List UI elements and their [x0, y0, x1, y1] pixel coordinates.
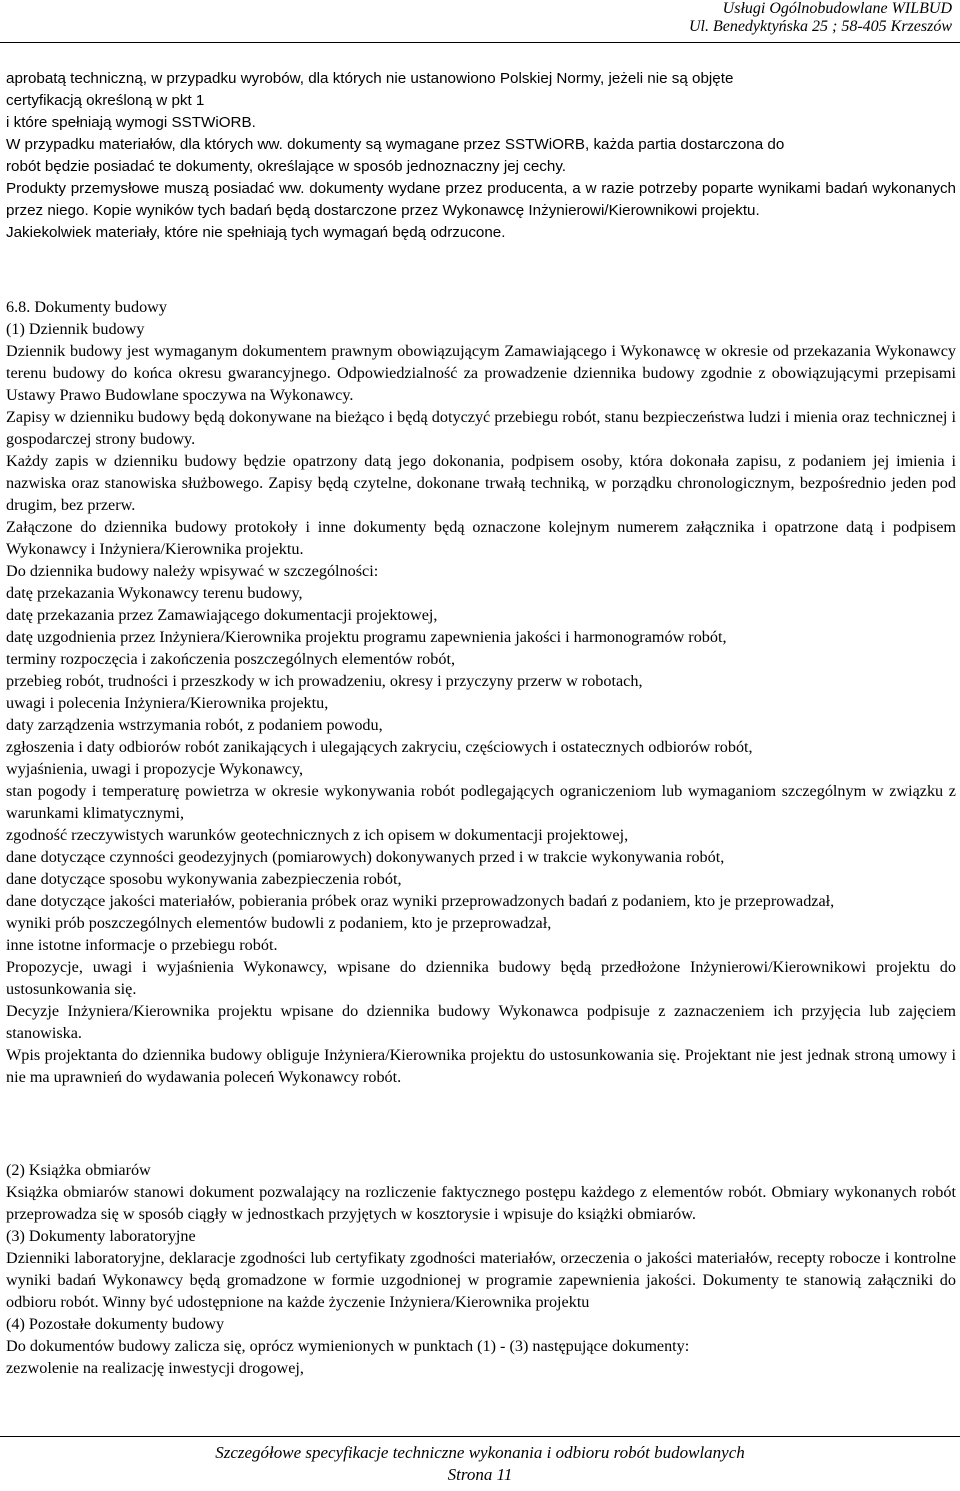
list-intro: Do dziennika budowy należy wpisywać w szczególności:	[6, 562, 379, 580]
paragraph: Wpis projektanta do dziennika budowy obliguje Inżyniera/Kierownika projektu do ustosunkowania się. Projektant nie jest jednak stroną umowy i nie ma uprawnień do wydawania poleceń Wykonawcy robót.	[6, 1046, 956, 1086]
paragraph: Propozycje, uwagi i wyjaśnienia Wykonawcy, wpisane do dziennika budowy będą przedłożone Inżynierowi/Kierownikowi projektu do ustosunkowania się.	[6, 958, 956, 998]
list-item: dane dotyczące sposobu wykonywania zabezpieczenia robót,	[6, 870, 402, 888]
list-item: wyniki prób poszczególnych elementów budowli z podaniem, kto je przeprowadzał,	[6, 914, 552, 932]
page-header	[552, 0, 952, 36]
paragraph: Załączone do dziennika budowy protokoły i inne dokumenty będą oznaczone kolejnym numerem załącznika i opatrzone datą i podpisem Wykonawcy i Inżyniera/Kierownika projektu.	[6, 518, 956, 558]
text-line: Do dokumentów budowy zalicza się, oprócz wymienionych w punktach (1) - (3) następujące dokumenty:	[6, 1337, 690, 1355]
paragraph: Zapisy w dzienniku budowy będą dokonywane na bieżąco i będą dotyczyć przebiegu robót, stanu bezpieczeństwa ludzi i mienia oraz technicznej i gospodarczej strony budowy.	[6, 408, 956, 448]
list-item: datę uzgodnienia przez Inżyniera/Kierownika projektu programu zapewnienia jakości i harmonogramów robót,	[6, 628, 727, 646]
list-item: inne istotne informacje o przebiegu robót.	[6, 936, 278, 954]
list-item: stan pogody i temperaturę powietrza w okresie wykonywania robót podlegających ograniczeniom lub wymaganiom szczególnym w związku z warunkami klimatycznymi,	[6, 782, 956, 822]
subsection-heading-pozostale: (4) Pozostałe dokumenty budowy	[6, 1315, 225, 1333]
text-line: certyfikacją określoną w pkt 1	[6, 92, 205, 109]
header-address: Ul. Benedyktyńska 25 ; 58-405 Krzeszów	[688, 18, 952, 35]
text-line: aprobatą techniczną, w przypadku wyrobów, dla których nie ustanowiono Polskiej Normy, jeżeli nie są objęte	[6, 70, 734, 87]
list-item: datę przekazania przez Zamawiającego dokumentacji projektowej,	[6, 606, 438, 624]
list-item: wyjaśnienia, uwagi i propozycje Wykonawcy,	[6, 760, 304, 778]
text-line: i które spełniają wymogi SSTWiORB.	[6, 114, 256, 131]
list-item: przebieg robót, trudności i przeszkody w ich prowadzeniu, okresy i przyczyny przerw w robotach,	[6, 672, 643, 690]
paragraph: Decyzje Inżyniera/Kierownika projektu wpisane do dziennika budowy Wykonawca podpisuje z zaznaczeniem ich przyjęcia lub zajęciem stanowiska.	[6, 1002, 956, 1042]
list-item: zezwolenie na realizację inwestycji drogowej,	[6, 1359, 304, 1377]
section-6-8	[6, 296, 956, 1088]
list-item: zgłoszenia i daty odbiorów robót zanikających i ulegających zakryciu, częściowych i ostatecznych odbiorów robót,	[6, 738, 753, 756]
text-line: robót będzie posiadać te dokumenty, określające w sposób jednoznaczny jej cechy.	[6, 158, 567, 175]
page-footer	[0, 1442, 960, 1486]
text-line: W przypadku materiałów, dla których ww. dokumenty są wymagane przez SSTWiORB, każda partia dostarczona do	[6, 136, 785, 153]
paragraph: Dziennik budowy jest wymaganym dokumentem prawnym obowiązującym Zamawiającego i Wykonawcę w okresie od przekazania Wykonawcy terenu budowy do końca okresu gwarancyjnego. Odpowiedzialność za prowadzenie dziennika budowy zgodnie z obowiązującymi przepisami Ustawy Prawo Budowlane spoczywa na Wykonawcy.	[6, 342, 956, 404]
paragraph: Dzienniki laboratoryjne, deklaracje zgodności lub certyfikaty zgodności materiałów, orzeczenia o jakości materiałów, recepty robocze i kontrolne wyniki badań Wykonawcy będą gromadzone w formie uzgodnionej w programie zapewnienia jakości. Dokumenty te stanowią załączniki do odbioru robót. Winny być udostępnione na każde życzenie Inżyniera/Kierownika projektu	[6, 1249, 956, 1311]
footer-divider	[0, 1436, 960, 1437]
list-item: daty zarządzenia wstrzymania robót, z podaniem powodu,	[6, 716, 383, 734]
paragraph: Książka obmiarów stanowi dokument pozwalający na rozliczenie faktycznego postępu każdego z elementów robót. Obmiary wykonanych robót przeprowadza się w sposób ciągły w jednostkach przyjętych w kosztorysie i wpisuje do książki obmiarów.	[6, 1183, 956, 1223]
section-heading: 6.8. Dokumenty budowy	[6, 298, 167, 316]
list-item: zgodność rzeczywistych warunków geotechnicznych z ich opisem w dokumentacji projektowej,	[6, 826, 629, 844]
rejection-line: Jakiekolwiek materiały, które nie spełniają tych wymagań będą odrzucone.	[6, 224, 506, 241]
list-item: datę przekazania Wykonawcy terenu budowy,	[6, 584, 303, 602]
page-number: Strona 11	[447, 1465, 513, 1484]
list-item: dane dotyczące jakości materiałów, pobierania próbek oraz wyniki przeprowadzonych badań z podaniem, kto je przeprowadzał,	[6, 892, 835, 910]
list-item: dane dotyczące czynności geodezyjnych (pomiarowych) dokonywanych przed i w trakcie wykonywania robót,	[6, 848, 725, 866]
subsection-heading-dziennik: (1) Dziennik budowy	[6, 320, 145, 338]
footer-title: Szczegółowe specyfikacje techniczne wykonania i odbioru robót budowlanych	[215, 1443, 745, 1462]
list-item: terminy rozpoczęcia i zakończenia poszczególnych elementów robót,	[6, 650, 455, 668]
top-section	[6, 68, 956, 244]
header-company: Usługi Ogólnobudowlane WILBUD	[722, 0, 952, 17]
list-item: uwagi i polecenia Inżyniera/Kierownika projektu,	[6, 694, 329, 712]
section-6-8-continued	[6, 1159, 956, 1379]
entry-list	[6, 582, 956, 956]
subsection-heading-obmiary: (2) Książka obmiarów	[6, 1161, 151, 1179]
products-paragraph: Produkty przemysłowe muszą posiadać ww. dokumenty wydane przez producenta, a w razie potrzeby poparte wynikami badań wykonanych przez niego. Kopie wyników tych badań będą dostarczone przez Wykonawcę Inżynierowi/Kierownikowi projektu.	[6, 180, 956, 219]
header-divider	[0, 42, 960, 43]
subsection-heading-laboratoryjne: (3) Dokumenty laboratoryjne	[6, 1227, 196, 1245]
paragraph: Każdy zapis w dzienniku budowy będzie opatrzony datą jego dokonania, podpisem osoby, która dokonała zapisu, z podaniem jej imienia i nazwiska oraz stanowiska służbowego. Zapisy będą czytelne, dokonane trwałą techniką, w porządku chronologicznym, bezpośrednio jeden pod drugim, bez przerw.	[6, 452, 956, 514]
